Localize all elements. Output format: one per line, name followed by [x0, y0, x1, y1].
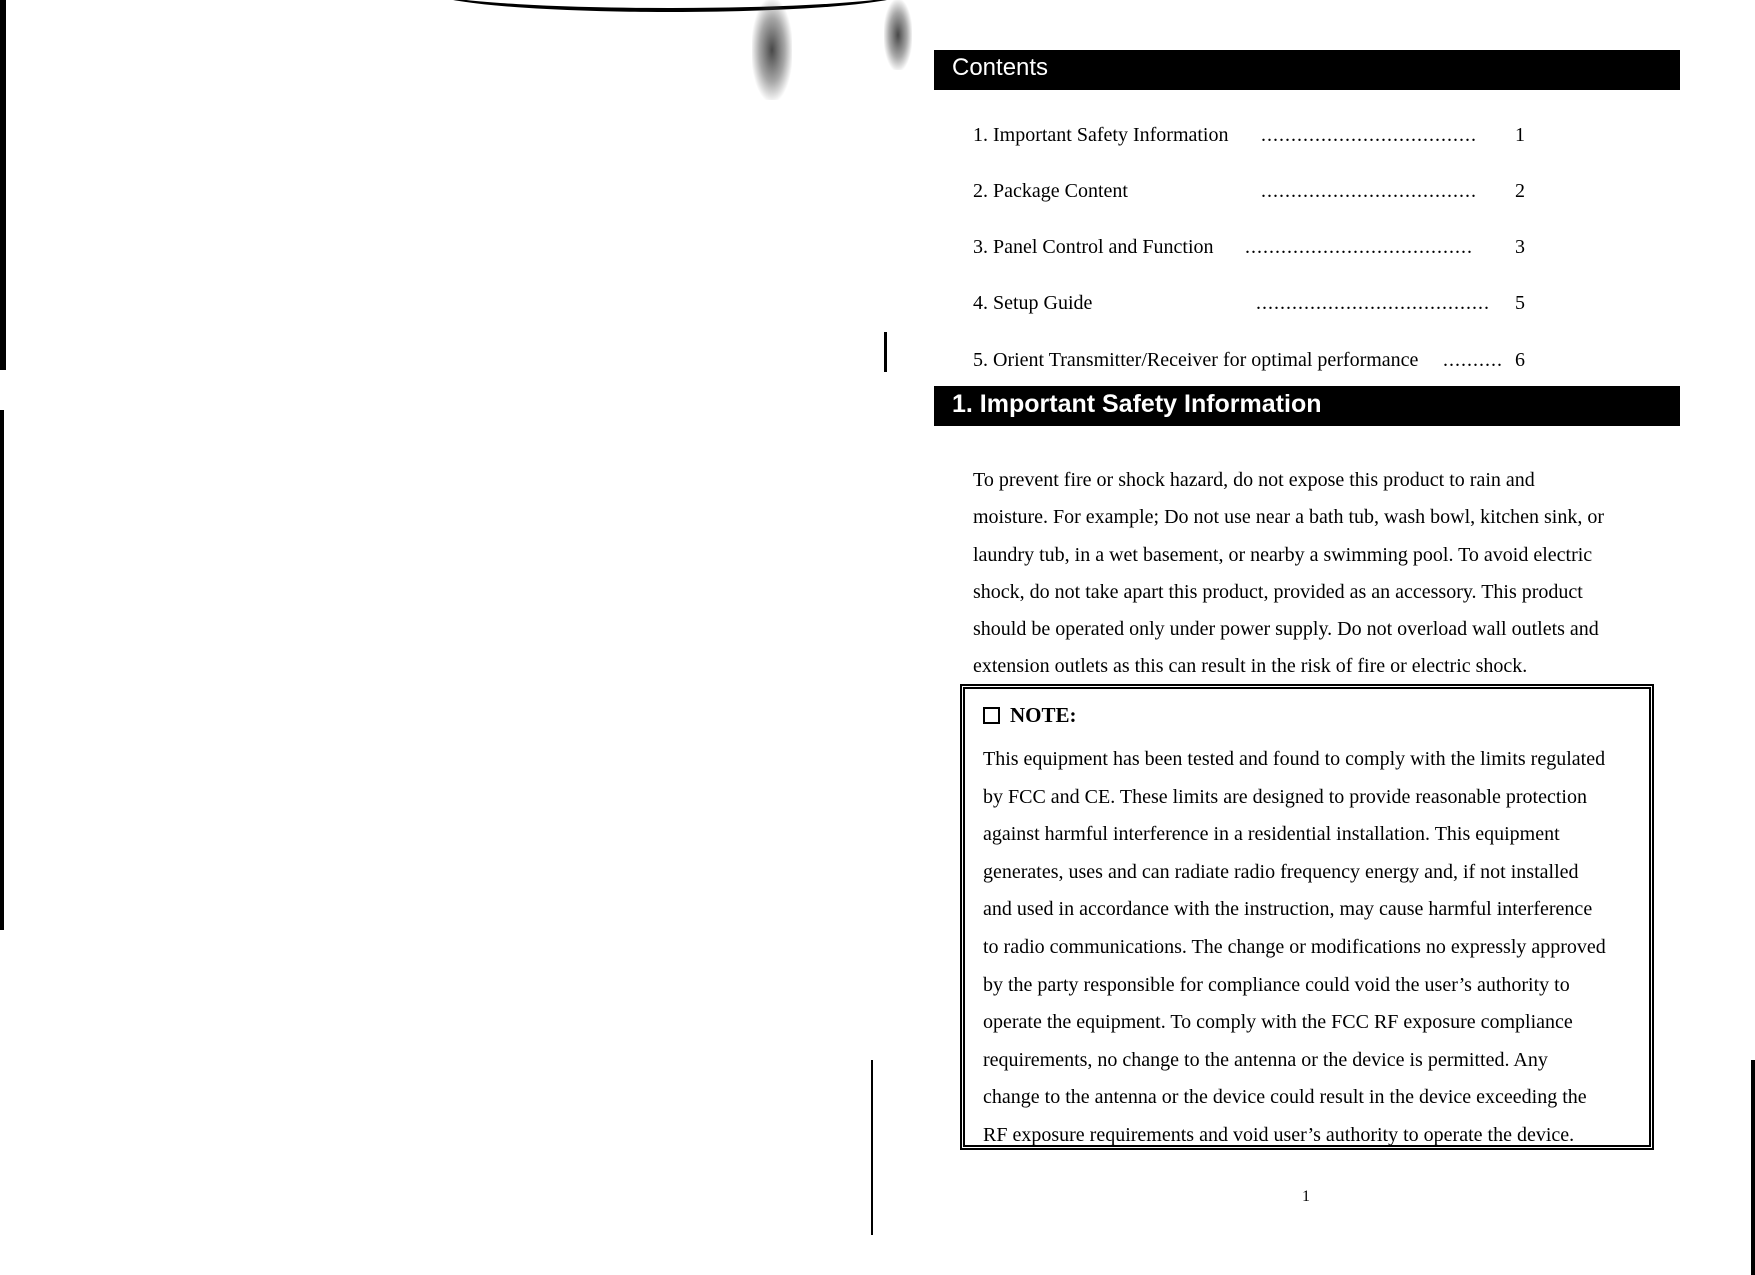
note-box	[960, 684, 1654, 1150]
note-line: by the party responsible for compliance could void the user’s authority to	[983, 973, 1570, 996]
toc-title: 5. Orient Transmitter/Receiver for optimal performance	[973, 349, 1419, 371]
note-line: change to the antenna or the device could result in the device exceeding the	[983, 1086, 1587, 1109]
paragraph-line: should be operated only under power supply. Do not overload wall outlets and	[973, 618, 1599, 641]
paragraph-line: moisture. For example; Do not use near a bath tub, wash bowl, kitchen sink, or	[973, 506, 1604, 529]
toc-entry[interactable]	[973, 120, 1525, 150]
safety-paragraph	[973, 462, 1673, 686]
note-line: RF exposure requirements and void user’s authority to operate the device.	[983, 1123, 1575, 1146]
toc-entry[interactable]	[973, 232, 1525, 262]
paragraph-line: laundry tub, in a wet basement, or nearby a swimming pool. To avoid electric	[973, 543, 1593, 566]
note-line: generates, uses and can radiate radio frequency energy and, if not installed	[983, 860, 1579, 883]
note-body	[983, 741, 1643, 1155]
note-line: operate the equipment. To comply with the FCC RF exposure compliance	[983, 1011, 1573, 1034]
note-line: This equipment has been tested and found to comply with the limits regulated	[983, 748, 1606, 770]
toc-leader: .......................................	[1256, 292, 1490, 314]
toc-page-number: 2	[1515, 180, 1525, 202]
checkbox-icon	[983, 707, 1000, 724]
toc-page-number: 5	[1515, 292, 1525, 314]
note-line: and used in accordance with the instruction, may cause harmful interference	[983, 898, 1593, 921]
paragraph-line: extension outlets as this can result in the risk of fire or electric shock.	[973, 655, 1528, 678]
toc-leader: ......................................	[1245, 236, 1473, 258]
paragraph-line: shock, do not take apart this product, provided as an accessory. This product	[973, 580, 1583, 603]
note-line: by FCC and CE. These limits are designed to provide reasonable protection	[983, 785, 1587, 808]
contents-heading-bar	[934, 50, 1680, 90]
note-line: against harmful interference in a residential installation. This equipment	[983, 823, 1560, 846]
toc-entry[interactable]	[973, 288, 1525, 318]
toc-title: 1. Important Safety Information	[973, 124, 1229, 146]
toc-title: 3. Panel Control and Function	[973, 236, 1214, 258]
toc-leader: ....................................	[1261, 180, 1477, 202]
left-edge-shadow	[0, 0, 6, 370]
safety-heading: 1. Important Safety Information	[952, 390, 1322, 418]
contents-heading: Contents	[952, 54, 1049, 81]
note-header	[983, 703, 1077, 728]
note-line: requirements, no change to the antenna or the device is permitted. Any	[983, 1048, 1548, 1071]
toc-page-number: 3	[1515, 236, 1525, 258]
toc-leader: ....................................	[1261, 124, 1477, 146]
toc-leader: ..........	[1443, 349, 1503, 371]
binding-curve	[430, 0, 910, 12]
center-fold-mark	[884, 332, 887, 372]
toc-entry[interactable]	[973, 345, 1525, 375]
note-line: to radio communications. The change or modifications no expressly approved	[983, 935, 1606, 958]
toc-title: 4. Setup Guide	[973, 292, 1093, 314]
left-edge-shadow-lower	[0, 410, 4, 930]
page-number: 1	[1302, 1188, 1310, 1205]
scan-smudge	[752, 0, 792, 100]
right-edge-shadow	[1751, 1060, 1755, 1275]
toc-page-number: 1	[1515, 124, 1525, 146]
paragraph-line: To prevent fire or shock hazard, do not expose this product to rain and	[973, 469, 1535, 491]
center-fold-line	[871, 1060, 873, 1235]
scan-smudge-2	[884, 0, 912, 70]
toc-title: 2. Package Content	[973, 180, 1128, 202]
toc-entry[interactable]	[973, 176, 1525, 206]
safety-heading-bar	[934, 386, 1680, 426]
note-label: NOTE:	[1010, 703, 1077, 727]
toc-page-number: 6	[1515, 349, 1525, 371]
